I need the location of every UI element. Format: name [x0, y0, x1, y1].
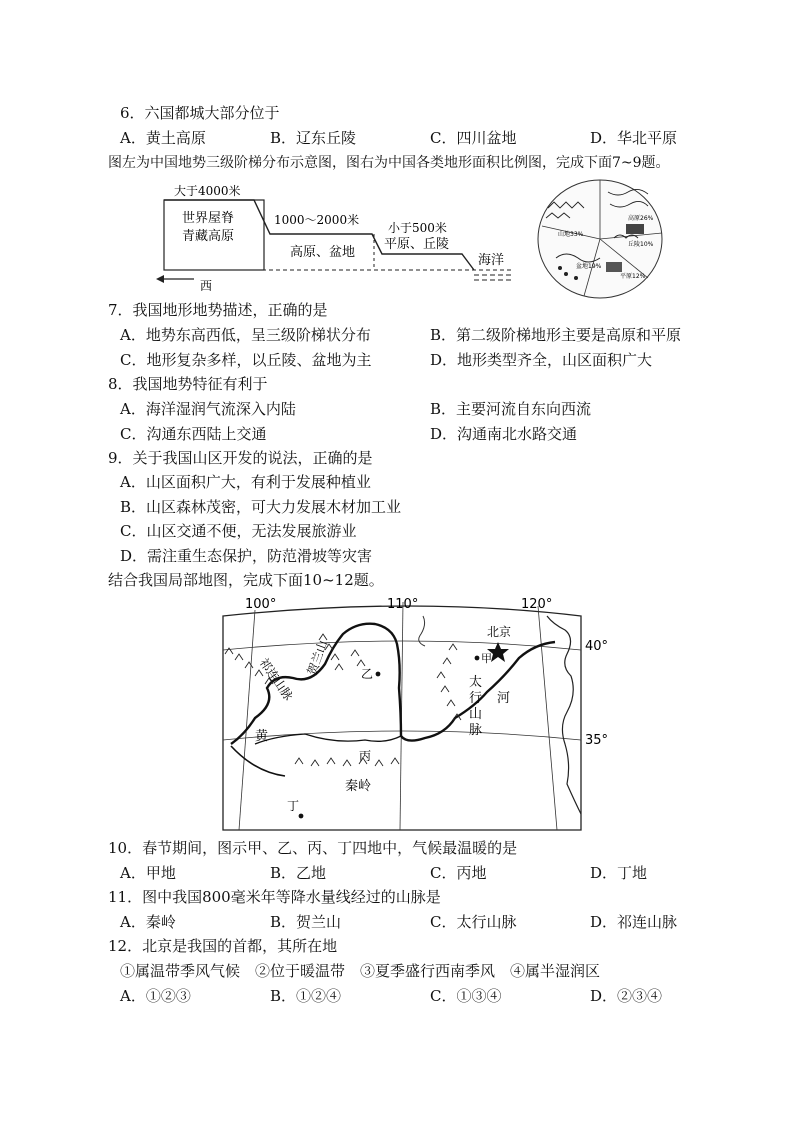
intro-10-12: 结合我国局部地图，完成下面10~12题。 [108, 571, 384, 589]
lon-120: 120° [521, 597, 553, 612]
label-taihang-4: 脉 [469, 723, 483, 738]
pie-label-basin: 盆地19% [576, 263, 602, 270]
q11-option-c: C．太行山脉 [430, 913, 517, 931]
regional-map [215, 594, 615, 834]
label-taihang-2: 行 [469, 691, 483, 706]
jia-point [475, 656, 480, 661]
q9-stem: 9．关于我国山区开发的说法，正确的是 [108, 449, 373, 467]
q7-stem: 7．我国地形地势描述，正确的是 [108, 301, 328, 319]
pie-label-plain: 平原12% [620, 273, 646, 280]
q6-option-d: D．华北平原 [590, 129, 678, 147]
lat-35: 35° [585, 733, 609, 748]
q12-statements: ①属温带季风气候 ②位于暖温带 ③夏季盛行西南季风 ④属半湿润区 [120, 962, 601, 980]
q12-option-a: A．①②③ [120, 987, 191, 1005]
q10-stem: 10．春节期间，图示甲、乙、丙、丁四地中，气候最温暖的是 [108, 839, 518, 857]
q6-option-b: B．辽东丘陵 [270, 129, 357, 147]
label-helan: 贺兰山 [304, 638, 331, 678]
pie-label-hill: 丘陵10% [628, 241, 654, 248]
intro-7-9: 图左为中国地势三级阶梯分布示意图，图右为中国各类地形面积比例图，完成下面7~9题。 [108, 155, 670, 171]
q7-option-a: A．地势东高西低，呈三级阶梯状分布 [120, 326, 371, 344]
q10-option-c: C．丙地 [430, 864, 487, 882]
q11-option-a: A．秦岭 [120, 913, 176, 931]
q12-stem: 12．北京是我国的首都，其所在地 [108, 937, 338, 955]
label-qinghai-tibet: 青藏高原 [182, 229, 235, 244]
label-taihang-1: 太 [469, 675, 483, 690]
q11-option-d: D．祁连山脉 [590, 913, 678, 931]
label-taihang-3: 山 [469, 707, 483, 722]
q7-option-d: D．地形类型齐全，山区面积广大 [430, 351, 653, 369]
pie-label-mountain: 山地33% [558, 231, 584, 238]
q11-option-b: B．贺兰山 [270, 913, 342, 931]
q9-option-d: D．需注重生态保护，防范滑坡等灾害 [120, 547, 373, 565]
pie-label-plateau: 高原26% [628, 215, 654, 222]
label-over-4000: 大于4000米 [174, 184, 241, 198]
q9-option-a: A．山区面积广大，有利于发展种植业 [120, 473, 371, 491]
label-plateau-basin: 高原、盆地 [290, 245, 356, 260]
label-roof-world: 世界屋脊 [182, 211, 235, 226]
q8-option-b: B．主要河流自东向西流 [430, 400, 592, 418]
q9-option-b: B．山区森林茂密，可大力发展木材加工业 [120, 498, 402, 516]
q12-option-b: B．①②④ [270, 987, 342, 1005]
q10-option-d: D．丁地 [590, 864, 648, 882]
label-1000-2000: 1000～2000米 [274, 213, 360, 227]
label-ding: 丁 [287, 799, 300, 813]
q6-option-c: C．四川盆地 [430, 129, 517, 147]
yi-point [376, 672, 381, 677]
ding-point [299, 814, 304, 819]
q8-option-a: A．海洋湿润气流深入内陆 [120, 400, 296, 418]
label-under-500: 小于500米 [388, 221, 447, 235]
label-yi: 乙 [361, 667, 374, 681]
label-qilian: 祁连山脉 [256, 655, 296, 704]
q11-stem: 11．图中我国800毫米年等降水量线经过的山脉是 [108, 888, 441, 906]
lon-100: 100° [245, 597, 277, 612]
label-huang: 黄 [255, 729, 269, 744]
q8-option-c: C．沟通东西陆上交通 [120, 425, 267, 443]
terrain-steps-diagram [152, 182, 522, 292]
q7-option-b: B．第二级阶梯地形主要是高原和平原 [430, 326, 682, 344]
q7-option-c: C．地形复杂多样，以丘陵、盆地为主 [120, 351, 372, 369]
terrain-area-pie [536, 178, 664, 300]
q6-option-a: A．黄土高原 [120, 129, 206, 147]
label-ocean: 海洋 [478, 253, 505, 268]
q12-option-c: C．①③④ [430, 987, 502, 1005]
label-bing: 丙 [359, 749, 372, 763]
label-qinling: 秦岭 [345, 779, 372, 794]
q6-stem: 6．六国都城大部分位于 [120, 104, 280, 122]
lat-40: 40° [585, 639, 609, 654]
q8-stem: 8．我国地势特征有利于 [108, 375, 268, 393]
q8-option-d: D．沟通南北水路交通 [430, 425, 578, 443]
lon-110: 110° [387, 597, 419, 612]
label-west: 西 [200, 279, 213, 292]
label-jia: 甲 [481, 652, 492, 665]
q12-option-d: D．②③④ [590, 987, 663, 1005]
q10-option-b: B．乙地 [270, 864, 327, 882]
label-plain-hill: 平原、丘陵 [384, 237, 450, 252]
label-he: 河 [497, 691, 511, 706]
q10-option-a: A．甲地 [120, 864, 176, 882]
q9-option-c: C．山区交通不便，无法发展旅游业 [120, 522, 357, 540]
label-beijing: 北京 [487, 625, 512, 639]
